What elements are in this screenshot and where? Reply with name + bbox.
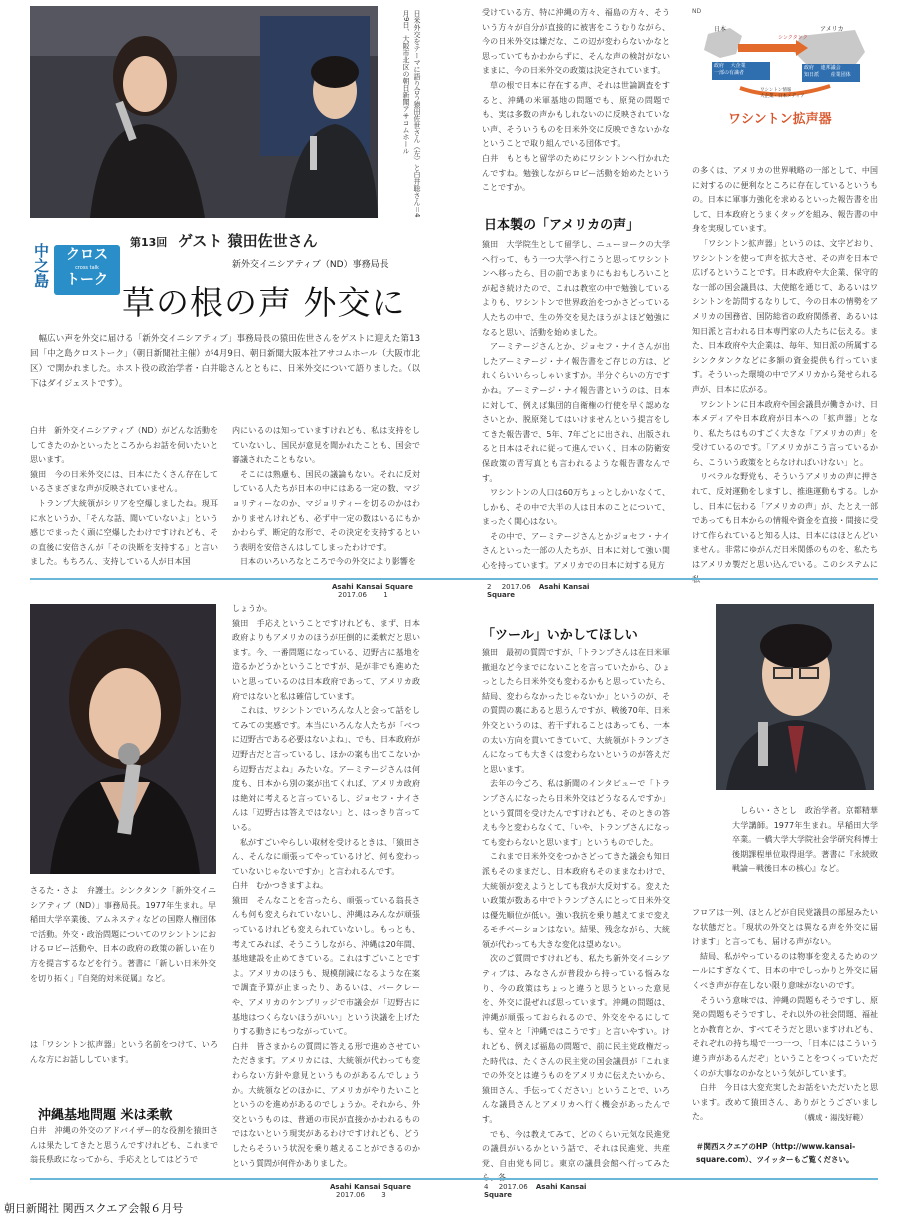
subhead-tool: 「ツール」いかしてほしい — [482, 628, 638, 643]
map-usa-label: アメリカ — [820, 26, 844, 33]
photo-shirai — [716, 604, 874, 790]
map-arrow-label: ワシントン情報 大企業・日本メディア — [760, 88, 805, 99]
map-box2-label: 政府 連邦議会 知日派 産業団体 — [804, 65, 851, 78]
series-logo-top: クロス — [66, 247, 108, 263]
top-footer-rule — [30, 578, 878, 580]
p3-left-b: 白井 沖縄の外交のアドバイザー的な役割を猿田さんは果たしてきたと思うんですけれども、これまで翁長県政になってから、手応えとしてはどうで — [30, 1126, 218, 1165]
p1-col3b: 猿田 大学院生として留学し、ニューヨークの大学へ行って、もう一つ大学へ行こうと思ってワシントンへ移ったら、目の前であまりにもおもしろいことが起き続けたので、これは教室の中で勉強しているよりも、ワシントンで世界政治をつかさどっている人たちの中で、生の外交を見たほうがよほど勉強になると思い、活動を始めました。 アーミテージさんとか、ジョセフ・ナイさんが出したアーミテージ・ナイ報告書をご存じの方は、どれくらいいらっしゃいますか。半分ぐらいの方ですかね。アーミテージ・ナイ報告書というのは、日本に対して、例えば集団的自衛権の行使を早く認めなさいとか、脱原発してはいけませんという提言をしてきた報告書で、5年、7年ごとに出され、出版されると日本はそれに従って進んでいく、日本の防衛安保政策の青写真とも言われるような報告書なんです。 ワシントンの人口は60万ちょっとしかいなくて、しかも、その中で大半の人は日本のことについて、まったく関心はない。 その中で、アーミテージさんとかジョセフ・ナイさんといった一部の人たちが、日本に対して強い関心を持っています。アメリカでの日本に対する見方 — [482, 240, 670, 571]
saruta-profile: さるた・さよ 弁護士。シンクタンク「新外交イニシアティブ（ND）」事務局長。1977年生まれ。早稲田大学卒業後、アムネスティなどの国際人権団体で活動。外交・政治問題についてのワシントンにおけるロビー活動や、日本の政府の政策の新しい在り方を提言するなどを行う。著書に「新しい日米外交を切り拓く」『自発的対米従属』など。 — [30, 886, 216, 983]
series-logo-left: 中之島 — [32, 243, 50, 288]
p2-col1: の多くは、アメリカの世界戦略の一部として、中国に対するのに便利なところに存在しているというもの。日本に軍事力強化を求めるといった報告書を出して、日本政府とうまくタッグを組み、報告書の中身を実現しています。 「ワシントン拡声器」というのは、文字どおり、ワシントンを使って声を拡大させ、その声を日本で広げるということです。日本政府や大企業、保守的な一部の国会議員は、大使館を通じて、あるいはワシントンを訪問するなりして、今の日本の情勢をアメリカの国務省、国防総省の政府関係者、あるいは知日派と言われる日本専門家の人たちに伝える。また、日本政府や大企業は、毎年、知日派の所属するシンクタンクなどに多額の資金提供も行っています。そういった環境の中でアメリカから発せられる声が、日本に広がる。 ワシントンに日本政府や国会議員が働きかけ、日本メディアや日本政府が日本への「拡声器」となり、私たちはものすごく大きな「アメリカの声」を受けているのです。「アメリカがこう言っているから、こういう政策をとらなければいけない」と。 リベラルな野党も、そういうアメリカの声に押されて、反対運動をしますし、推進運動もする。しかし、日本に伝わる「アメリカの声」が、たとえ一部であっても日本からの情報や資金を直接・間接に受けて作られていると知る人は、日本にはほとんどいません。非常にゆがんだ日米関係のものを、私たちはアメリカ製だと思い込んでいる。このシステムに — [692, 166, 878, 570]
map-box1-label: 政府 大企業 一部の有識者 — [714, 63, 746, 76]
map-nd-label: ND — [692, 8, 702, 15]
map-small-label: シンクタンク — [778, 35, 808, 41]
bottom-footer-rule — [30, 1178, 878, 1180]
lead-paragraph: 幅広い声を外交に届ける「新外交イニシアティブ」事務局長の猿田佐世さんをゲストに迎えた第13回「中之島クロストーク」（朝日新聞社主催）が4月9日、朝日新聞大阪本社アサコムホール（大阪市北区）で開かれました。ホスト役の政治学者・白井聡さんとともに、日米外交について語りました。（以下はダイジェストです）。 — [30, 334, 420, 389]
p4-col2: フロアは一列、ほとんどが自民党議員の部屋みたいな状態だと。「現状の外交とは異なる声を外交に届けます」と言っても、届ける声がない。 結局、私がやっているのは物事を変えるためのツールにすぎなくて、日本の中でしっかりと外交に届くべき声が存在しない限り意味がないのです。 そういう意味では、沖縄の問題もそうですし、原発の問題もそうですし、それ以外の社会問題、福祉とか教育とか、すべてそうだと思いますけれども、それぞれの持ち場で一つ一つ、「日本にはこういう違う声があるんだぞ」ということをつくっていただくのが大事なのかなという気がしています。 白井 今日は大変充実したお話をいただいたと思います。改めて猿田さん、ありがとうございました。 — [692, 908, 878, 1122]
guest-org: 新外交イニシアティブ（ND）事務局長 — [232, 260, 389, 270]
headline: 草の根の声 外交に — [122, 283, 406, 322]
p1-col3: 受けている方、特に沖縄の方々、福島の方々、そういう方々が自分が直接的に被害をこうむりながら、今の日米外交は嫌だな、この辺が変わらないかなと思っていてもかわからずに、そんな声の検討がないままに、今の日米外交の政策は決定されています。 草の根で日本に存在する声、それは世論調査をすると、沖縄の米軍基地の問題でも、原発の問題でも、実は多数の声かもしれないのに反映されていない声、そういうものを日米外交に反映できないかなということで取り組んでいる団体です。 白井 もともと留学のためにワシントンへ行かれたんですね。勉強しながらロビー活動を始めたということですか。 — [482, 8, 670, 193]
guest-label: ゲスト 猿田佐世さん — [178, 232, 318, 250]
talk-photo-illustration — [30, 6, 378, 218]
p3-col2: しょうか。 猿田 手応えということですけれども、まず、日本政府よりもアメリカのほうが圧倒的に柔軟だと思います。今、一番問題になっている、辺野古に基地を造るかどうかということですが、是が非でも進めたいと思っているのは日本政府であって、アメリカ政府ではないと私は確信しています。 これは、ワシントンでいろんな人と会って話をしてみての実感です。本当にいろんな人たちが「べつに辺野古である必要はないよね」、でも、日本政府が辺野古だと言っているし、ほかの案も出てこないから辺野古だよね」みたいな。アーミテージさんは何度も、日本から別の案が出てくれば、アメリカ政府は絶対に考えると言っているし、ジョセフ・ナイさんは「辺野古は答えではない」と、はっきり言っている。 私がすごいやらしい取材を受けるときは、「猿田さん、そんなに頑張ってやっているけど、何も変わっていないじゃないですか」と言われるんです。 白井 むかつきますよね。 猿田 そんなことを言ったら、頑張っている翁長さんも何も変えられていないし、沖縄はみんなが頑張っているけれども変えられていないし。もっとも、考えてみれば、そうこうしながら、沖縄は20年間、基地建設を止めてきている。これはすごいことですよ。アメリカのほうも、規模削減になるような在案で調査予算が止まったり、あるいは、バークレーや、アメリカのケンブリッジで市議会が「辺野古に基地はつくらないほうがいい」という決議を上げたりする動きにもつながっていて。 白井 皆さまからの質問に答える形で進めさせていただきます。アメリカには、大統領が代わっても変わらない方針や意見というものがあるんでしょうか。大統領などのほかに、アメリカがやりたいことというのを進めがあるのでしょうか。それから、外交というものは、普通の市民が直接かかわれるものではないという現実があるわけですけれども、どうしたらそういう状況を乗り越えることができるのかという質問が何件かありました。 — [232, 604, 420, 1168]
episode-label: 第13回 — [130, 236, 168, 249]
p1-col1: 白井 新外交イニシアティブ（ND）がどんな活動をしてきたのかといったところからお話を伺いたいと思います。 猿田 今の日米外交には、日本にたくさん存在しているさまざまな声が反映されていません。 トランプ大統領がシリアを空爆しましたね。現耳に水というか、「そんな話、聞いていないよ」という感じでまったく頭に空爆したわけですけれども、その直後に安倍さんが「その決断を支持する」と言いました。もちろん、支持している人が日本国 — [30, 426, 218, 567]
subhead-american-voice: 日本製の「アメリカの声」 — [484, 218, 640, 233]
photo-saruta — [30, 604, 216, 874]
map-japan-label: 日本 — [714, 26, 727, 33]
p4-footer: 4 2017.06 Asahi Kansai Square — [484, 1183, 587, 1199]
homepage-note: ＃関西スクエアのHP（http://www.kansai-square.com）、ツイッターもご覧ください。 — [696, 1142, 856, 1164]
washington-megaphone-map — [690, 6, 870, 127]
credit-note: （構成・湯浅好範） — [800, 1113, 868, 1122]
saruta-portrait — [30, 604, 216, 874]
series-logo — [30, 243, 120, 298]
p2-footer: 2 2017.06 Asahi Kansai Square — [487, 583, 590, 599]
p3-left-end: は「ワシントン拡声器」という名前をつけて、いろんな方にお話ししています。 — [30, 1040, 218, 1064]
series-logo-mid: cross talk — [75, 265, 99, 271]
bottom-caption: 朝日新聞社 関西スクエア会報６月号 — [4, 1202, 184, 1215]
p4-col1: 猿田 最初の質問ですが、「トランプさんは在日米軍撤退など今までにないことを言っていたから、ひょっとしたら日米外交も変わるかもと思っていたら、結局、変わらなかったじゃないか」というのが、その質問の裏にあると思うんですが、戦後70年、日米外交というのは、若干ずれることはあっても、一本の太い方向を貫いてきていて、大統領がトランプさんになっても大きくは変わらないというのが答えだと思います。 去年の今ごろ、私は新聞のインタビューで「トランプさんになったら日米外交はどうなるんですか」という質問を受けたんですけれども、そのときの答えも今と変わらなくて、「いや、トランプさんになっても変わらないと思います」というものでした。 これまで日米外交をつかさどってきた議会も知日派もそのままだし、日本政府もそのままなわけで、大統領が変えようとしても我が大反対する。変えたい政策が数ある中でトランプさんにとって日米外交は優先順位が低い。強い我抗を乗り越えてまで変えるモチベーションはない。結果、残念ながら、大統領が代わっても大きな変化は望めない。 次のご質問ですけれども、私たち新外交イニシアティブは、みなさんが普段から持っている悩みなり、今の政策はちょっと違うと思うといった意見を、外交に混ぜれば思っています。沖縄の問題は、沖縄が頑張っておられるので、外交をやるにしても、堂々と「沖縄ではこうです」と言いやすい。けれども、例えば福島の問題で、前に民主党政権だった時代は、たくさんの民主党の国会議員が「これまでの外交とは違うものをアメリカに伝えたいから、猿田さん、手伝ってください」ということで、いろんな議員さんとアメリカへ行く機会があったんです。 でも、今は教えてみて、どのくらい元気な民進党の議員がいるかという話で、それは民進党、共産党、自由党も同じ。東京の議員会館へ行ってみた — [482, 648, 670, 1168]
photo-talk-scene — [30, 6, 378, 218]
p3-footer: Asahi Kansai Square 2017.06 3 — [330, 1183, 411, 1199]
p1-footer: Asahi Kansai Square 2017.06 1 — [332, 583, 413, 599]
shirai-profile: しらい・さとし 政治学者。京都精華大学講師。1977年生まれ。早稲田大学卒業。一橋大学大学院社会学研究科博士後期課程単位取得退学。著書に『永続敗戦論－戦後日本の核心』など。 — [732, 806, 878, 874]
p1-col2: 内にいるのは知っていますけれども、私は支持をしていないし、国民が意見を聞かれたことも、国会で審議されたこともない。 そこには熟慮も、国民の議論もない。それに反対している人たちが日本の中にはある一定の数、マジョリティーなのか、マジョリティーを切るのかはわかりませんけれども、必ず中一定の数はいるにもかかわらず、断定的な形で、その決定を支持するという表明を安倍さんはしてしまったわけです。 日本のいろいろなところで今の外交により影響を — [232, 426, 420, 567]
series-logo-bottom: トーク — [66, 272, 108, 288]
subhead-okinawa: 沖縄基地問題 米は柔軟 — [38, 1108, 173, 1123]
photo-caption: 日米外交をテーマに語り合う猿田佐世さん（左）と白井聡さん＝4月9日、大阪市北区の朝日新聞アサコムホール — [402, 10, 421, 218]
shirai-portrait — [716, 604, 874, 790]
map-title: ワシントン拡声器 — [728, 112, 832, 127]
